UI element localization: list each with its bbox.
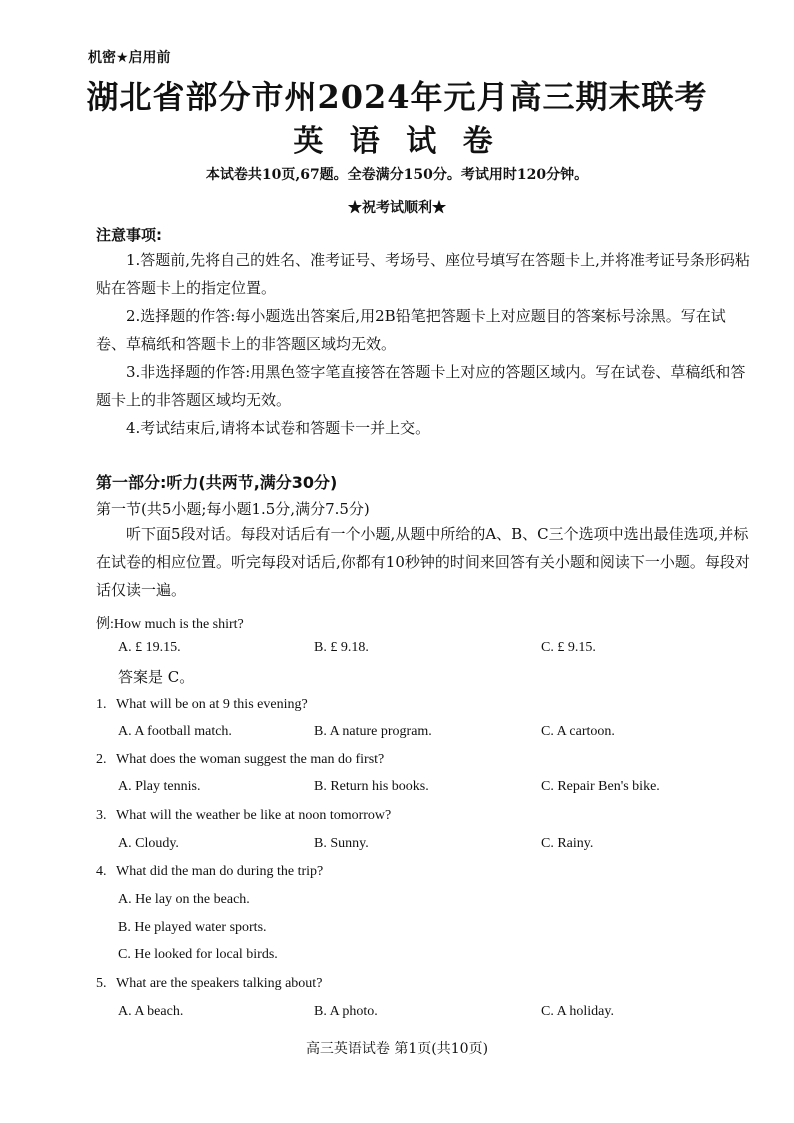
part1-heading: 第一部分:听力(共两节,满分30分) bbox=[96, 473, 338, 492]
q4-option-a: A. He lay on the beach. bbox=[118, 892, 250, 907]
question-text: What will be on at 9 this evening? bbox=[116, 697, 308, 712]
q4-option-b: B. He played water sports. bbox=[118, 920, 267, 935]
q4-option-c: C. He looked for local birds. bbox=[118, 947, 278, 962]
question-1 bbox=[96, 697, 308, 713]
example-option-a: A. £ 19.15. bbox=[118, 640, 181, 655]
question-number: 2. bbox=[96, 752, 107, 767]
example-answer: 答案是 C。 bbox=[118, 668, 195, 686]
section1-heading: 第一节(共5小题;每小题1.5分,满分7.5分) bbox=[96, 500, 370, 518]
question-text: What did the man do during the trip? bbox=[116, 864, 324, 879]
q3-option-b: B. Sunny. bbox=[314, 836, 369, 851]
q1-option-c: C. A cartoon. bbox=[541, 724, 615, 739]
q2-option-b: B. Return his books. bbox=[314, 779, 429, 794]
notice-item-1: 1.答题前,先将自己的姓名、准考证号、考场号、座位号填写在答题卡上,并将准考证号条形码粘贴在答题卡上的指定位置。 bbox=[96, 251, 750, 297]
question-3 bbox=[96, 808, 391, 824]
question-number: 1. bbox=[96, 697, 107, 712]
notice-item-3: 3.非选择题的作答:用黑色签字笔直接答在答题卡上对应的答题区域内。写在试卷、草稿纸和答题卡上的非答题区域均无效。 bbox=[96, 363, 746, 409]
page-footer: 高三英语试卷 第1页(共10页) bbox=[305, 1041, 489, 1057]
notice-item-4: 4.考试结束后,请将本试卷和答题卡一并上交。 bbox=[126, 419, 431, 437]
q2-option-a: A. Play tennis. bbox=[118, 779, 201, 794]
confidential-label: 机密★启用前 bbox=[88, 50, 171, 66]
example-question: 例:How much is the shirt? bbox=[96, 617, 244, 632]
question-number: 4. bbox=[96, 864, 107, 879]
q2-option-c: C. Repair Ben's bike. bbox=[541, 779, 660, 794]
good-luck-line: ★祝考试顺利★ bbox=[348, 200, 446, 216]
q3-option-a: A. Cloudy. bbox=[118, 836, 179, 851]
q1-option-b: B. A nature program. bbox=[314, 724, 432, 739]
question-text: What will the weather be like at noon tomorrow? bbox=[116, 808, 392, 823]
exam-info: 本试卷共10页,67题。全卷满分150分。考试用时120分钟。 bbox=[205, 167, 589, 183]
question-text: What are the speakers talking about? bbox=[116, 976, 323, 991]
question-text: What does the woman suggest the man do first? bbox=[116, 752, 385, 767]
question-4 bbox=[96, 864, 323, 880]
q1-option-a: A. A football match. bbox=[118, 724, 232, 739]
question-number: 5. bbox=[96, 976, 107, 991]
question-number: 3. bbox=[96, 808, 107, 823]
notice-heading: 注意事项: bbox=[96, 226, 162, 244]
exam-subtitle: 英 语 试 卷 bbox=[293, 124, 501, 159]
q5-option-c: C. A holiday. bbox=[541, 1004, 614, 1019]
notice-item-2: 2.选择题的作答:每小题选出答案后,用2B铅笔把答题卡上对应题目的答案标号涂黑。写在试卷、草稿纸和答题卡上的非答题区域均无效。 bbox=[96, 307, 726, 353]
q5-option-b: B. A photo. bbox=[314, 1004, 378, 1019]
listening-instructions: 听下面5段对话。每段对话后有一个小题,从题中所给的A、B、C三个选项中选出最佳选项,并标在试卷的相应位置。听完每段对话后,你都有10秒钟的时间来回答有关小题和阅读下一小题。每段对话仅读一遍。 bbox=[96, 525, 750, 599]
q5-option-a: A. A beach. bbox=[118, 1004, 184, 1019]
q3-option-c: C. Rainy. bbox=[541, 836, 594, 851]
example-option-b: B. £ 9.18. bbox=[314, 640, 369, 655]
question-2 bbox=[96, 752, 384, 768]
question-5 bbox=[96, 976, 322, 992]
exam-title: 湖北省部分市州2024年元月高三期末联考 bbox=[86, 78, 708, 116]
example-option-c: C. £ 9.15. bbox=[541, 640, 596, 655]
